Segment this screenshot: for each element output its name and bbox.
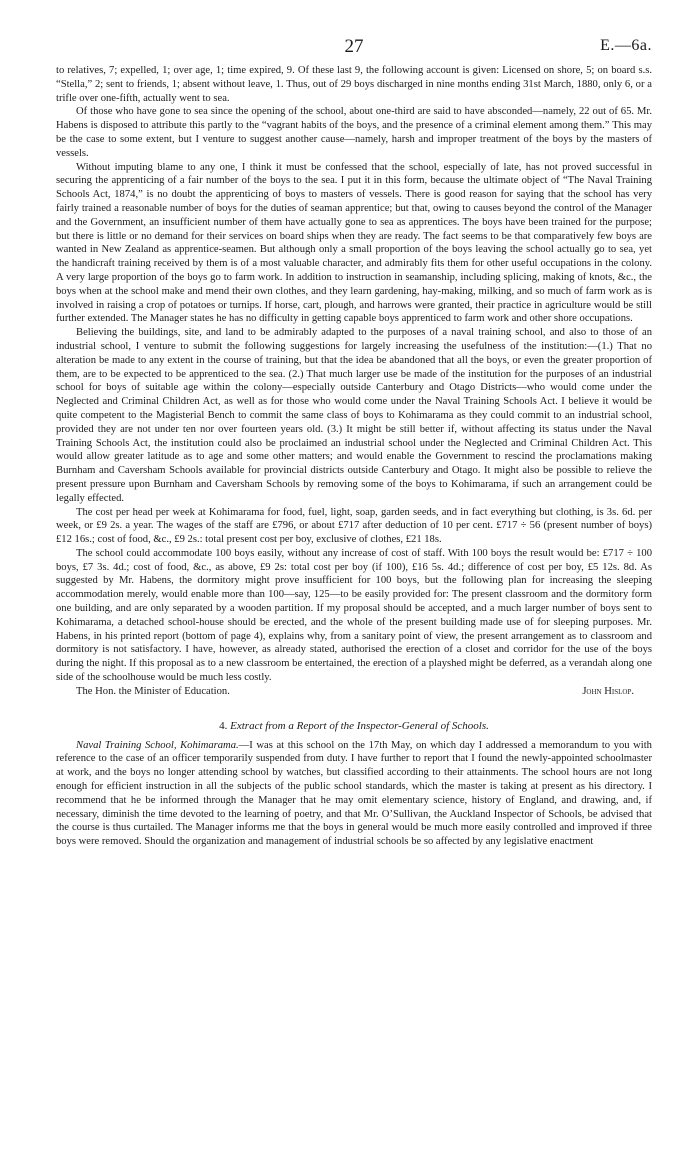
addressee-line	[56, 685, 652, 699]
paragraph-discharge-account: to relatives, 7; expelled, 1; over age, 1; time expired, 9. Of these last 9, the following account is given: Licensed on shore, 5; on board s.s. “Stella,” 2; sent to friends, 1; absent without leave, 1. Thus, out of 29 boys discharged in nine months ending 31st March, 1880, only 6, or a trifle over one-fifth, actually went to sea.	[56, 65, 652, 104]
document-reference: E.—6a.	[600, 37, 652, 54]
paragraph-inspector-report	[56, 739, 652, 849]
signature-name: John Hislop.	[582, 685, 634, 697]
section-number: 4.	[219, 719, 228, 732]
report-text: —I was at this school on the 17th May, on which day I addressed a memorandum to you with reference to the case of an officer temporarily suspended from duty. I have further to report that I found the newly-appointed schoolmaster at work, and the boys no longer attending school by watches, but classified according to their attainments. The school hours are not long enough for efficient instruction in all the subjects of the public school standards, which the master is taking at present as his directory. I recommend that he be informed through the Manager that he may omit elementary science, history of England, and drawing, and, if necessary, diminish the time devoted to the learning of poetry, and that Mr. O’Sullivan, the Auckland Inspector of Schools, be advised that the course is thus curtailed. The Manager informs me that the boys in general would be much more easily controlled and improved if three boys were removed. Should the organization and management of industrial schools be so affected by any legislative enactment	[56, 739, 652, 848]
paragraph-suggestions: Believing the buildings, site, and land to be admirably adapted to the purposes of a naval training school, and also to those of an industrial school, I venture to submit the following suggestions for largely increasing the usefulness of the institution:—(1.) That no alteration be made to any extent in the course of training, but that the idea be abandoned that all the boys, or even the greater proportion of them, are to be expected to be apprenticed to the sea. (2.) That much larger use be made of the institution for the purposes of an industrial school for boys of suitable age within the colony—especially outside Canterbury and Otago Districts—who would come under the Neglected and Criminal Children Act, as well as for those who would come under the Naval Training Schools Act. I believe it would be quite competent to the Magisterial Bench to commit the same class of boys to Kohimarama as they could commit to an industrial school, provided they are not under ten nor over fourteen years old. (3.) It might be still better if, without affecting its status under the Naval Training Schools Act, the institution could also be proclaimed an industrial school under the Neglected and Criminal Children Act. This would allow greater latitude as to age and some other matters; and would enable the Government to rescind the proclamations making Burnham and Caversham Schools available for provincial districts outside Canterbury and Otago. It might also be possible to relieve the present pressure upon Burnham and Caversham Schools by removing some of the boys to Kohimarama, if such an arrangement could be legally effected.	[56, 327, 652, 504]
paragraph-cost-per-head: The cost per head per week at Kohimarama for food, fuel, light, soap, garden seeds, and in fact everything but clothing, is 3s. 6d. per week, or £9 2s. a year. The wages of the staff are £796, or about £717 after deduction of 10 per cent. £717 ÷ 56 (present number of boys) £12 16s.; cost of food, &c., £9 2s.: total present cost per boy, exclusive of clothes, £21 18s.	[56, 506, 652, 546]
page-number: 27	[344, 36, 364, 57]
section-heading	[56, 719, 652, 733]
paragraph-absconded: Of those who have gone to sea since the opening of the school, about one-third are said to have absconded—namely, 22 out of 65. Mr. Habens is disposed to attribute this partly to the “vagrant habits of the boys, and the presence of a criminal element among them.” This may be the case to some extent, but I venture to suggest another cause—namely, harsh and improper treatment of the boys by the masters of vessels.	[56, 106, 652, 159]
report-lead: Naval Training School, Kohimarama.	[76, 739, 239, 751]
page-header	[56, 36, 652, 64]
paragraph-apprenticing: Without imputing blame to any one, I think it must be confessed that the school, especially of late, has not proved successful in securing the apprenticing of a fair number of the boys to the sea. I put it in this form, because the ultimate object of “The Naval Training Schools Act, 1874,” is no doubt the apprenticing of boys to masters of vessels. There is good reason for saying that the school has very fairly trained a reasonable number of boys for the duties of seaman apprentice; but that, owing to causes beyond the control of the Manager and the Government, an insufficient number of them have actually gone to sea as apprentices. The boys have been trained for the purpose; but there is little or no demand for their services on board ships when they are ready. The fact seems to be that comparatively few boys are wanted in New Zealand as apprentice-seamen. But although only a small proportion of the boys leaving the school actually go to sea, yet the handicraft training received by them is of a most valuable character, and admirably fits them for other useful occupations in the colony. A very large proportion of the boys go to farm work. In addition to instruction in seamanship, including splicing, making of knots, &c., the boys when at the school make and mend their own clothes, and they learn gardening, hay-making, milking, and so much of farm work as is involved in raising a crop of potatoes or turnips. If horse, cart, plough, and harrows were granted, their practice in agriculture would be still further extended. The Manager states he has no difficulty in getting capable boys apprenticed to farm work and other shore occupations.	[56, 161, 652, 325]
paragraph-accommodation: The school could accommodate 100 boys easily, without any increase of cost of staff. With 100 boys the result would be: £717 ÷ 100 boys, £7 3s. 4d.; cost of food, &c., as above, £9 2s: total cost per boy (if 100), £16 5s. 4d.; difference of cost per boy, £5 12s. 8d. As suggested by Mr. Habens, the dormitory might prove insufficient for 100 boys, but the following plan for increasing the sleeping accommodation merely, would enable more than 100—say, 125—to be easily provided for: The present classroom and the dormitory form one building, and are only separated by a wooden partition. If my proposal should be accepted, and a much larger number of boys sent to Kohimarama, a detached school-house should be erected, and the whole of the present building made use of for sleeping purposes. Mr. Habens, in his printed report (bottom of page 4), explains why, from a sanitary point of view, the present arrangement as to classroom and dormitory is not satisfactory. I have, however, as already stated, authorised the erection of a closet and corridor for the use of the boys during the night. If this proposal as to a new classroom be entertained, the erection of a playshed might be deferred, as a verandah along one side of the schoolhouse would be much less costly.	[56, 547, 652, 684]
section-title: Extract from a Report of the Inspector-General of Schools.	[230, 719, 489, 732]
addressee: The Hon. the Minister of Education.	[76, 685, 230, 697]
